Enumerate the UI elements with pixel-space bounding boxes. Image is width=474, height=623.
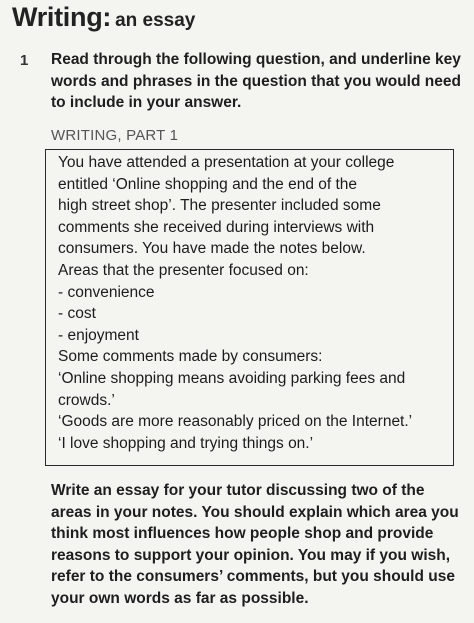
task-line: entitled ‘Online shopping and the end of the <box>58 175 358 193</box>
consumer-quote: crowds.’ <box>58 391 115 409</box>
essay-task-line: refer to the consumers’ comments, but you should use <box>51 568 455 585</box>
task-line: Areas that the presenter focused on: <box>58 261 309 279</box>
notes-bullet: - convenience <box>58 283 155 301</box>
page-title-main: Writing: <box>12 2 112 32</box>
part-heading: WRITING, PART 1 <box>51 127 179 144</box>
page-title-sub: an essay <box>115 10 196 31</box>
essay-task-line: think most influences how people shop and provide <box>51 525 434 542</box>
consumer-quote: ‘Goods are more reasonably priced on the Internet.’ <box>58 413 413 431</box>
question-instruction: Read through the following question, and underline key words and phrases in the question that you would need to include in your answer. <box>51 51 461 111</box>
notes-bullet: - enjoyment <box>58 326 139 344</box>
notes-bullet: - cost <box>58 305 96 323</box>
task-box <box>45 149 454 466</box>
essay-task-line: Write an essay for your tutor discussing two of the <box>51 482 425 499</box>
essay-task <box>51 480 463 609</box>
task-line: high street shop’. The presenter included some <box>58 197 381 215</box>
task-line: Some comments made by consumers: <box>58 348 323 366</box>
consumer-quote: ‘I love shopping and trying things on.’ <box>58 434 314 452</box>
question-number: 1 <box>20 52 29 69</box>
task-line: consumers. You have made the notes below. <box>58 240 366 258</box>
essay-task-line: reasons to support your opinion. You may if you wish, <box>51 546 451 564</box>
page-title <box>12 2 195 33</box>
essay-task-line: your own words as far as possible. <box>51 589 309 607</box>
task-line: You have attended a presentation at your college <box>58 154 395 171</box>
essay-task-line: areas in your notes. You should explain which area you <box>51 503 459 521</box>
task-line: comments she received during interviews with <box>58 218 375 236</box>
consumer-quote: ‘Online shopping means avoiding parking fees and <box>58 369 406 387</box>
